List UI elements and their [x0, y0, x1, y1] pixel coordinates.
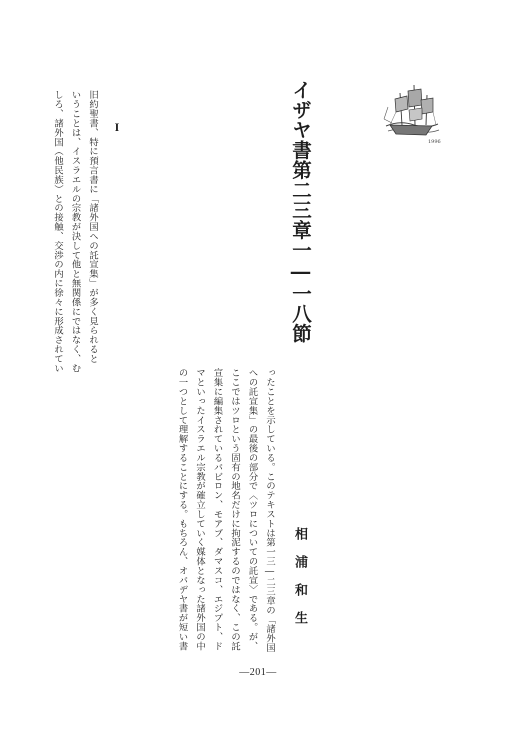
body-text-top	[41, 90, 101, 373]
text-line: マといったイスラエル宗教が確立していく媒体となった諸外国の中	[194, 368, 205, 651]
page-number: ―201―	[239, 667, 277, 678]
chapter-title: イザヤ書第二三章一―一八節	[289, 80, 312, 344]
text-line: の一つとして理解することにする。もちろん、オバデヤ書が短い書	[176, 368, 188, 651]
svg-text:1996: 1996	[428, 139, 441, 145]
text-line: ここではツロという固有の地名だけに拘泥するのではなく、この託	[229, 368, 240, 651]
text-line: ったことを示している。このテキストは第一三―二三章の「諸外国	[264, 368, 275, 653]
text-line: 宣集に編集されているバビロン、モアブ、ダマスコ、エジプト、ド	[211, 368, 223, 651]
section-label: I	[110, 120, 124, 134]
body-text-bottom	[78, 368, 278, 658]
text-line: しろ、諸外国（他民族）との接触、交渉の内に徐々に形成されてい	[52, 90, 63, 373]
text-line: 旧約聖書、特に預言書に「諸外国への託宣集」が多く見られると	[87, 90, 98, 364]
ship-illustration	[382, 81, 442, 147]
author-name: 相浦和生	[292, 527, 307, 639]
text-line: いうことは、イスラエルの宗教が決して他と無関係にではなく、む	[69, 90, 81, 373]
text-line: への託宣集」の最後の部分で〈ツロについての託宣〉である。が、	[246, 368, 258, 651]
